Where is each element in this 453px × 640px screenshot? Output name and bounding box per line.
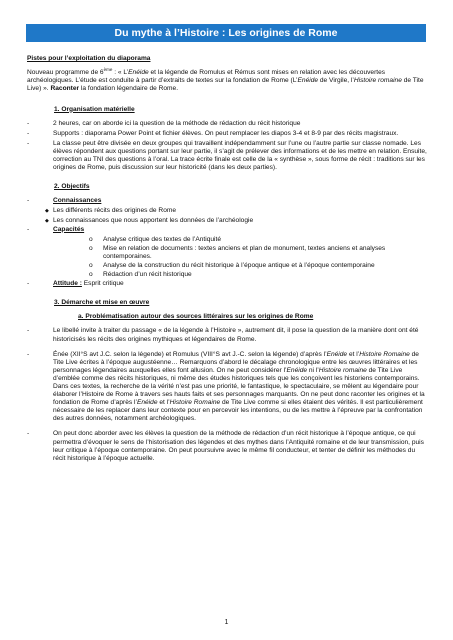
- list-item: - La classe peut être divisée en deux groupes qui travaillent indépendamment sur l’une ou l’autre partie sur classe nomade. Les élèves répondent aux questions portant sur leur partie, il s’agit de prélever des informations et de les mettre en relation. Ensuite, correction au TNI des questions à l’oral. La trace écrite finale est celle de la « synthèse », sous forme de récit : traditions sur les origines de Rome, puis discussion sur leur historicité (dans les deux parties).: [27, 139, 427, 172]
- list-item: - Connaissances: [27, 197, 102, 205]
- section-3-heading: 3. Démarche et mise en œuvre: [54, 299, 150, 307]
- page-number: 1: [224, 619, 229, 626]
- circle-bullet-icon: o: [89, 261, 93, 269]
- page-title: Du mythe à l’Histoire : Les origines de Rome: [26, 24, 426, 42]
- list-item: - Capacités: [27, 225, 85, 233]
- list-item: o Mise en relation de documents : textes anciens et plan de monument, textes anciens et analyses contemporaines.: [89, 244, 386, 260]
- intro-paragraph: Nouveau programme de 6ème : « L’Enéide et la légende de Romulus et Rémus sont mises en relation avec les découvertes archéologiques. L’étude est conduite à partir d’extraits de textes sur la fondation de Rome (L’Enéide de Virgile, l’Histoire romaine de Tite Live) ». Raconter la fondation légendaire de Rome.: [27, 67, 424, 93]
- section-1-heading: 1. Organisation matérielle: [54, 105, 135, 113]
- diamond-bullet-icon: ◆: [45, 208, 49, 215]
- list-item: o Rédaction d’un récit historique: [89, 271, 192, 279]
- section-2-heading: 2. Objectifs: [54, 183, 90, 191]
- list-item: - Supports : diaporama Power Point et fichier élèves. On peut remplacer les diapos 3-4 et 8-9 par des récits magistraux.: [27, 129, 399, 137]
- circle-bullet-icon: o: [89, 235, 93, 243]
- list-item: - 2 heures, car on aborde ici la question de la méthode de rédaction du récit historique: [27, 119, 301, 127]
- list-item: ◆ Les différents récits des origines de Rome: [45, 207, 177, 215]
- diamond-bullet-icon: ◆: [45, 217, 49, 224]
- list-item: ◆ Les connaissances que nous apportent les données de l’archéologie: [45, 216, 254, 224]
- circle-bullet-icon: o: [89, 244, 93, 252]
- list-item: - Attitude : Esprit critique: [27, 280, 124, 288]
- list-item: o Analyse critique des textes de l’Antiquité: [89, 235, 222, 243]
- list-item: - Le libellé invite à traiter du passage « de la légende à l’Histoire », autrement dit, il pose la question de la manière dont ont été historicisés les récits des origines mythiques et légendaires de Rome.: [27, 327, 419, 343]
- subsection-a-heading: a. Problématisation autour des sources littéraires sur les origines de Rome: [78, 313, 314, 321]
- intro-heading: Pistes pour l’exploitation du diaporama: [27, 55, 151, 62]
- circle-bullet-icon: o: [89, 271, 93, 279]
- list-item: - Énée (XII°S avt J.C. selon la légende) et Romulus (VIII°S avt J.-C. selon la légende) d’après l’Enéide et l’Histoire Romaine de Tite Live écrites à l’époque augustéenne… Remarquons d’abord le décalage chronologique entre les œuvres littéraires et les personnages légendaires auxquelles elles font allusion. On ne peut considérer l’Enéide ni l’Histoire romaine de Tite Live d’emblée comme des récits historiques, ni même des études historiques tels que les conçoivent les historiens contemporains. Dans ces textes, la recherche de la vérité n’est pas une priorité, le fantastique, le spectaculaire, se mêlent au légendaire pour élaborer l’Histoire de Rome à travers ses hauts faits et ses personnages marquants. On ne peut donc raconter les origines et la fondation de Rome d’après l’Enéide et l’Histoire Romaine de Tite Live comme si elles étaient des vérités. Il est particulièrement nécessaire de les replacer dans leur contexte pour en percevoir les intentions, ou de les mettre à l’épreuve par la confrontation des autres données, notamment archéologiques.: [27, 350, 425, 423]
- list-item: - On peut donc aborder avec les élèves la question de la méthode de rédaction d’un récit historique à l’époque antique, ce qui permettra d’évoquer le sens de l’historisation des légendes et des mythes dans l’Antiquité romaine et de leur transmission, puis leur critique à l’époque contemporaine. On peut poursuivre avec le même fil conducteur, et tenter de définir les méthodes du récit historique à l’époque actuelle.: [27, 430, 424, 462]
- document-body: [27, 55, 427, 465]
- list-item: o Analyse de la construction du récit historique à l’époque antique et à l’époque contemporaine: [89, 261, 375, 269]
